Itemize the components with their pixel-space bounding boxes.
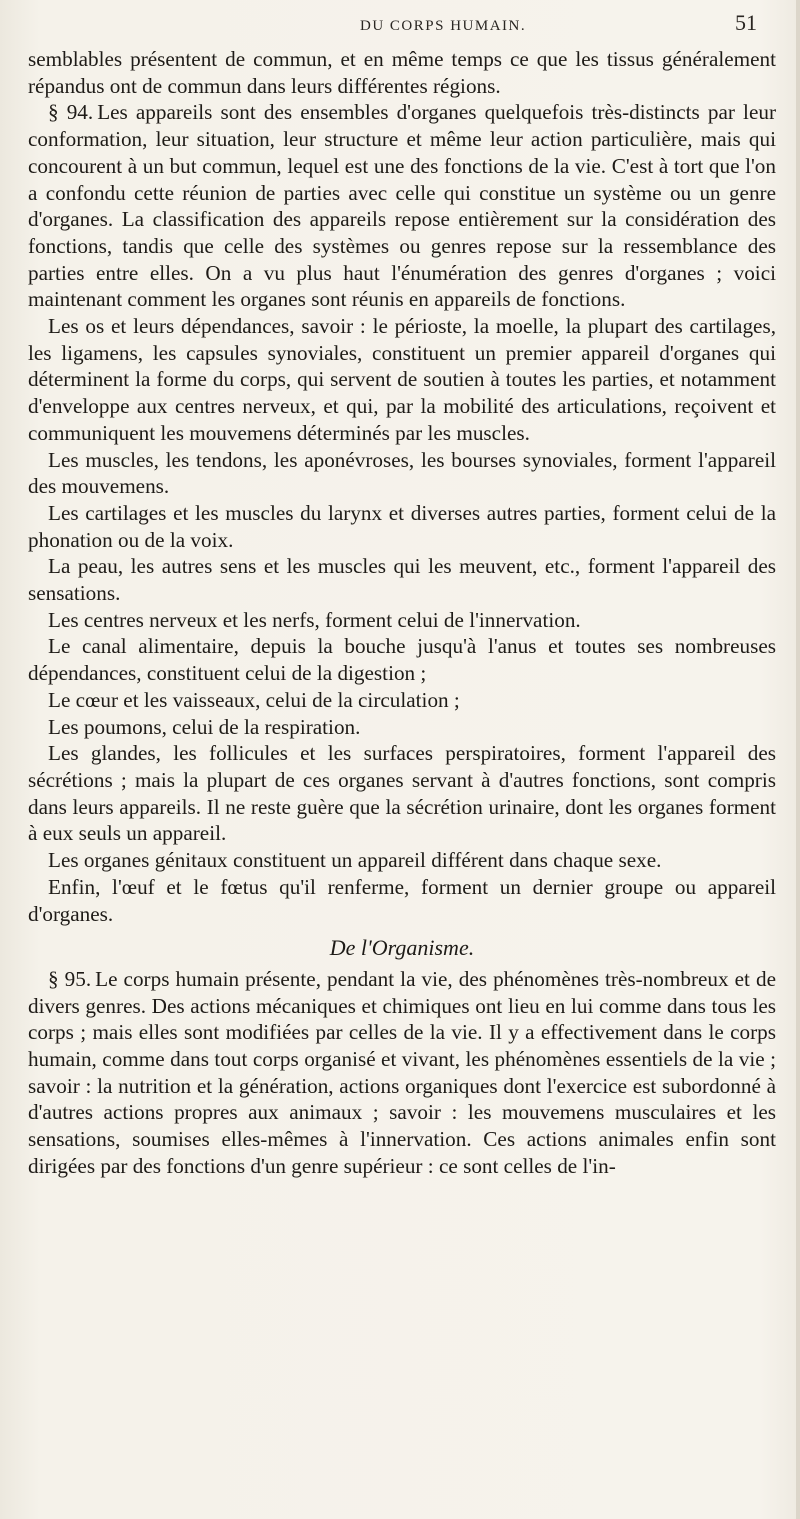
- paragraph: Le cœur et les vaisseaux, celui de la circulation ;: [48, 687, 460, 712]
- section-marker-95: § 95.: [48, 966, 92, 991]
- page-edge: [796, 0, 800, 1519]
- paragraph: Les cartilages et les muscles du larynx et diverses autres parties, forment celui de la phonation ou de la voix.: [28, 500, 776, 552]
- paragraph-continuation: semblables présentent de commun, et en même temps ce que les tissus généralement répandus ont de commun dans leurs différentes régions.: [28, 47, 776, 98]
- paragraph: La peau, les autres sens et les muscles qui les meuvent, etc., forment l'appareil des sensations.: [28, 554, 776, 606]
- section-marker-94: § 94.: [48, 100, 94, 125]
- paragraph: Les glandes, les follicules et les surfaces perspiratoires, forment l'appareil des sécrétions ; mais la plupart de ces organes servant à d'autres fonctions, sont compris dans leurs appareils. Il ne reste guère que la sécrétion urinaire, dont les organes forment à eux seuls un appareil.: [28, 741, 776, 846]
- paragraph: Les centres nerveux et les nerfs, forment celui de l'innervation.: [48, 607, 581, 632]
- paragraph: Les organes génitaux constituent un appareil différent dans chaque sexe.: [48, 848, 662, 873]
- paragraph-text: Le corps humain présente, pendant la vie, des phénomènes très-nombreux et de divers genres. Des actions mécaniques et chimiques ont lieu en lui comme dans tous les corps ; mais elles sont modifiées par celles de la vie. Il y a effectivement dans le corps humain, comme dans tout corps organisé et vivant, les phénomènes essentiels de la vie ; savoir : la nutrition et la génération, actions organiques dont l'exercice est subordonné à d'autres actions propres aux animaux ; savoir : les mouvemens musculaires et les sensations, soumises elles-mêmes à l'innervation. Ces actions animales enfin sont dirigées par des fonctions d'un genre supérieur : ce sont celles de l'in-: [28, 966, 776, 1178]
- paragraph-section-95: [28, 966, 776, 1180]
- paragraph: Les poumons, celui de la respiration.: [48, 714, 361, 739]
- paragraph-section-94: [28, 99, 776, 313]
- page-header: [0, 8, 800, 38]
- page-number: 51: [735, 10, 757, 35]
- running-head: DU CORPS HUMAIN.: [360, 18, 527, 34]
- section-heading: De l'Organisme.: [329, 935, 475, 961]
- paragraph: Le canal alimentaire, depuis la bouche jusqu'à l'anus et toutes ses nombreuses dépendances, constituent celui de la digestion ;: [28, 634, 776, 686]
- paragraph-text: Les appareils sont des ensembles d'organes quelquefois très-distincts par leur conformation, leur situation, leur structure et même leur action particulière, mais qui concourent à un but commun, lequel est une des fonctions de la vie. C'est à tort que l'on a confondu cette réunion de parties avec celle qui constitue un système ou un genre d'organes. La classification des appareils repose entièrement sur la considération des fonctions, tandis que celle des systèmes ou genres repose sur la ressemblance des parties entre elles. On a vu plus haut l'énumération des genres d'organes ; voici maintenant comment les organes sont réunis en appareils de fonctions.: [28, 100, 776, 312]
- paragraph: Les muscles, les tendons, les aponévroses, les bourses synoviales, forment l'appareil des mouvemens.: [28, 447, 776, 499]
- paragraph: Les os et leurs dépendances, savoir : le périoste, la moelle, la plupart des cartilages, les ligamens, les capsules synoviales, constituent un premier appareil d'organes qui déterminent la forme du corps, qui servent de soutien à toutes les parties, et notamment d'enveloppe aux centres nerveux, et qui, par la mobilité des articulations, reçoivent et communiquent les mouvemens déterminés par les muscles.: [28, 314, 776, 445]
- paragraph: Enfin, l'œuf et le fœtus qu'il renferme, forment un dernier groupe ou appareil d'organes.: [28, 874, 776, 926]
- body-text: [28, 46, 776, 1180]
